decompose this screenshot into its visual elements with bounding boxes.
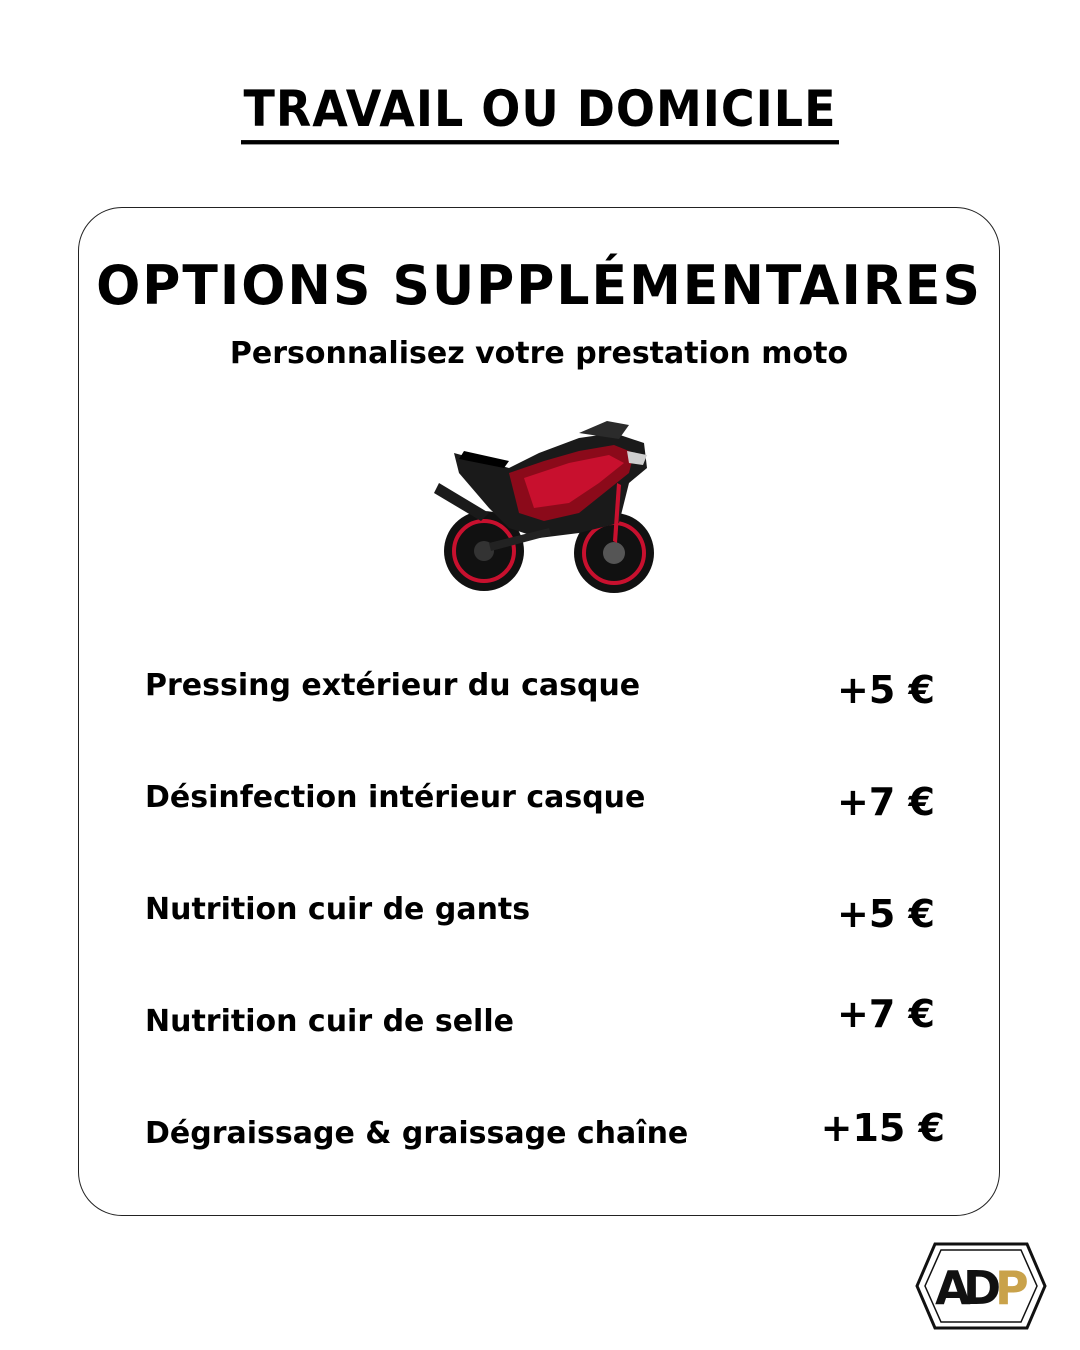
option-row bbox=[145, 890, 935, 950]
svg-text:A: A bbox=[935, 1261, 965, 1315]
option-row bbox=[145, 666, 935, 726]
svg-text:P: P bbox=[995, 1261, 1029, 1315]
options-card bbox=[78, 207, 1000, 1216]
adp-logo bbox=[915, 1242, 1047, 1330]
option-label: Nutrition cuir de selle bbox=[145, 1004, 514, 1039]
option-row bbox=[145, 778, 935, 838]
option-price: +7 € bbox=[837, 992, 935, 1036]
option-price: +5 € bbox=[837, 892, 935, 936]
option-price: +7 € bbox=[837, 780, 935, 824]
motorcycle-image bbox=[429, 413, 659, 598]
option-row bbox=[145, 992, 935, 1062]
option-label: Nutrition cuir de gants bbox=[145, 892, 531, 927]
svg-text:D: D bbox=[963, 1261, 996, 1315]
card-title: OPTIONS SUPPLÉMENTAIRES bbox=[96, 254, 982, 318]
option-label: Pressing extérieur du casque bbox=[145, 668, 641, 703]
page-heading-text: TRAVAIL OU DOMICILE bbox=[241, 80, 838, 145]
card-subtitle: Personnalisez votre prestation moto bbox=[229, 336, 849, 371]
option-price: +15 € bbox=[820, 1106, 945, 1150]
option-price: +5 € bbox=[837, 668, 935, 712]
option-label: Désinfection intérieur casque bbox=[145, 780, 646, 815]
option-row bbox=[145, 1106, 945, 1174]
page-heading bbox=[0, 79, 1080, 142]
option-label: Dégraissage & graissage chaîne bbox=[145, 1116, 689, 1151]
